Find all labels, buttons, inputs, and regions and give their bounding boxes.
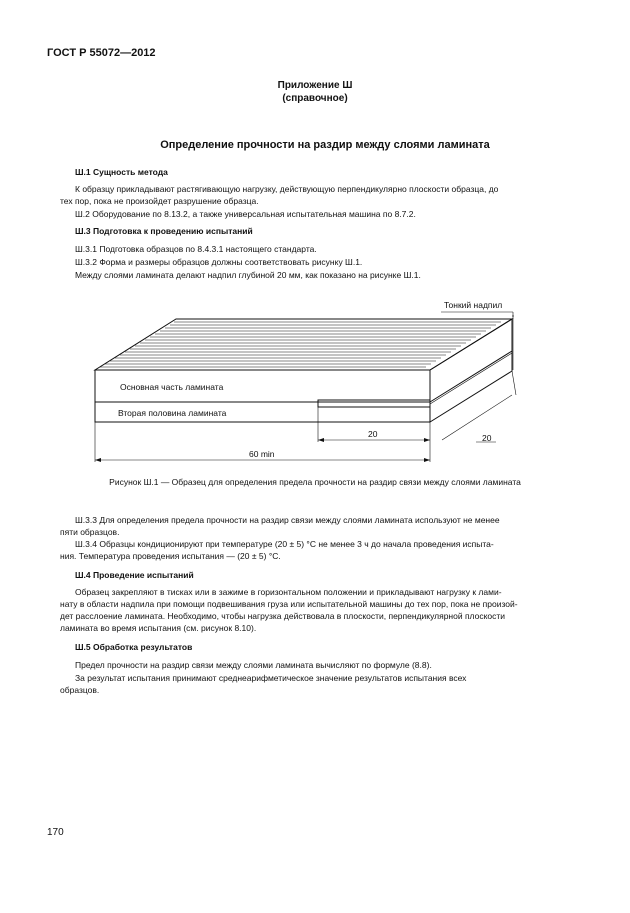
paragraph-line: образцов. bbox=[60, 685, 100, 695]
paragraph-line: нату в области надпила при помощи подвешивания груза или испытательной машины до тех пор, пока не произой- bbox=[60, 599, 518, 609]
section-heading-1: Ш.1 Сущность метода bbox=[75, 167, 168, 177]
paragraph-line: Ш.3.4 Образцы кондиционируют при температуре (20 ± 5) °С не менее 3 ч до начала проведения испыта- bbox=[75, 539, 494, 549]
paragraph-line: Ш.2 Оборудование по 8.13.2, а также универсальная испытательная машина по 8.7.2. bbox=[75, 209, 416, 219]
page-title: Определение прочности на раздир между слоями ламината bbox=[160, 139, 490, 151]
paragraph-line: пяти образцов. bbox=[60, 527, 120, 537]
label-main-part: Основная часть ламината bbox=[120, 382, 224, 392]
figure-caption: Рисунок Ш.1 — Образец для определения предела прочности на раздир связи между слоями ламината bbox=[109, 477, 521, 487]
paragraph-line: Предел прочности на раздир связи между слоями ламината вычисляют по формуле (8.8). bbox=[75, 660, 432, 670]
cut-slot bbox=[318, 400, 430, 407]
laminate-side-face bbox=[430, 319, 512, 422]
paragraph-line: Ш.3.2 Форма и размеры образцов должны соответствовать рисунку Ш.1. bbox=[75, 257, 363, 267]
dimension-line-20-side bbox=[442, 395, 512, 440]
paragraph-line: Образец закрепляют в тисках или в зажиме в горизонтальном положении и прикладывают нагрузку к лами- bbox=[75, 587, 502, 597]
paragraph-line: За результат испытания принимают среднеарифметическое значение результатов испытания всех bbox=[75, 673, 467, 683]
paragraph-line: ламината во время испытания (см. рисунок 8.10). bbox=[60, 623, 257, 633]
section-heading-5: Ш.5 Обработка результатов bbox=[75, 642, 193, 652]
paragraph-line: ния. Температура проведения испытания — (20 ± 5) °С. bbox=[60, 551, 281, 561]
dimension-label-20-front: 20 bbox=[368, 429, 378, 439]
label-thin-cut: Тонкий надпил bbox=[444, 300, 503, 310]
section-heading-3: Ш.3 Подготовка к проведению испытаний bbox=[75, 226, 253, 236]
label-second-half: Вторая половина ламината bbox=[118, 408, 227, 418]
document-id: ГОСТ Р 55072—2012 bbox=[47, 47, 156, 59]
section-heading-4: Ш.4 Проведение испытаний bbox=[75, 570, 194, 580]
paragraph-line: тех пор, пока не произойдет разрушение образца. bbox=[60, 196, 259, 206]
dimension-label-20-side: 20 bbox=[482, 433, 492, 443]
laminate-specimen-figure bbox=[0, 295, 630, 470]
paragraph-line: Ш.3.1 Подготовка образцов по 8.4.3.1 настоящего стандарта. bbox=[75, 244, 317, 254]
paragraph-line: Ш.3.3 Для определения предела прочности на раздир связи между слоями ламината используют не менее bbox=[75, 515, 500, 525]
dimension-label-60: 60 min bbox=[249, 449, 275, 459]
appendix-label: Приложение Ш bbox=[277, 80, 353, 91]
page-number: 170 bbox=[47, 827, 64, 838]
paragraph-line: К образцу прикладывают растягивающую нагрузку, действующую перпендикулярно плоскости образца, до bbox=[75, 184, 499, 194]
paragraph-line: дет расслоение ламината. Необходимо, чтобы нагрузка действовала в плоскости, перпендикулярной плоскости bbox=[60, 611, 506, 621]
paragraph-line: Между слоями ламината делают надпил глубиной 20 мм, как показано на рисунке Ш.1. bbox=[75, 270, 421, 280]
appendix-kind: (справочное) bbox=[282, 93, 348, 104]
laminate-top-face bbox=[95, 319, 512, 370]
